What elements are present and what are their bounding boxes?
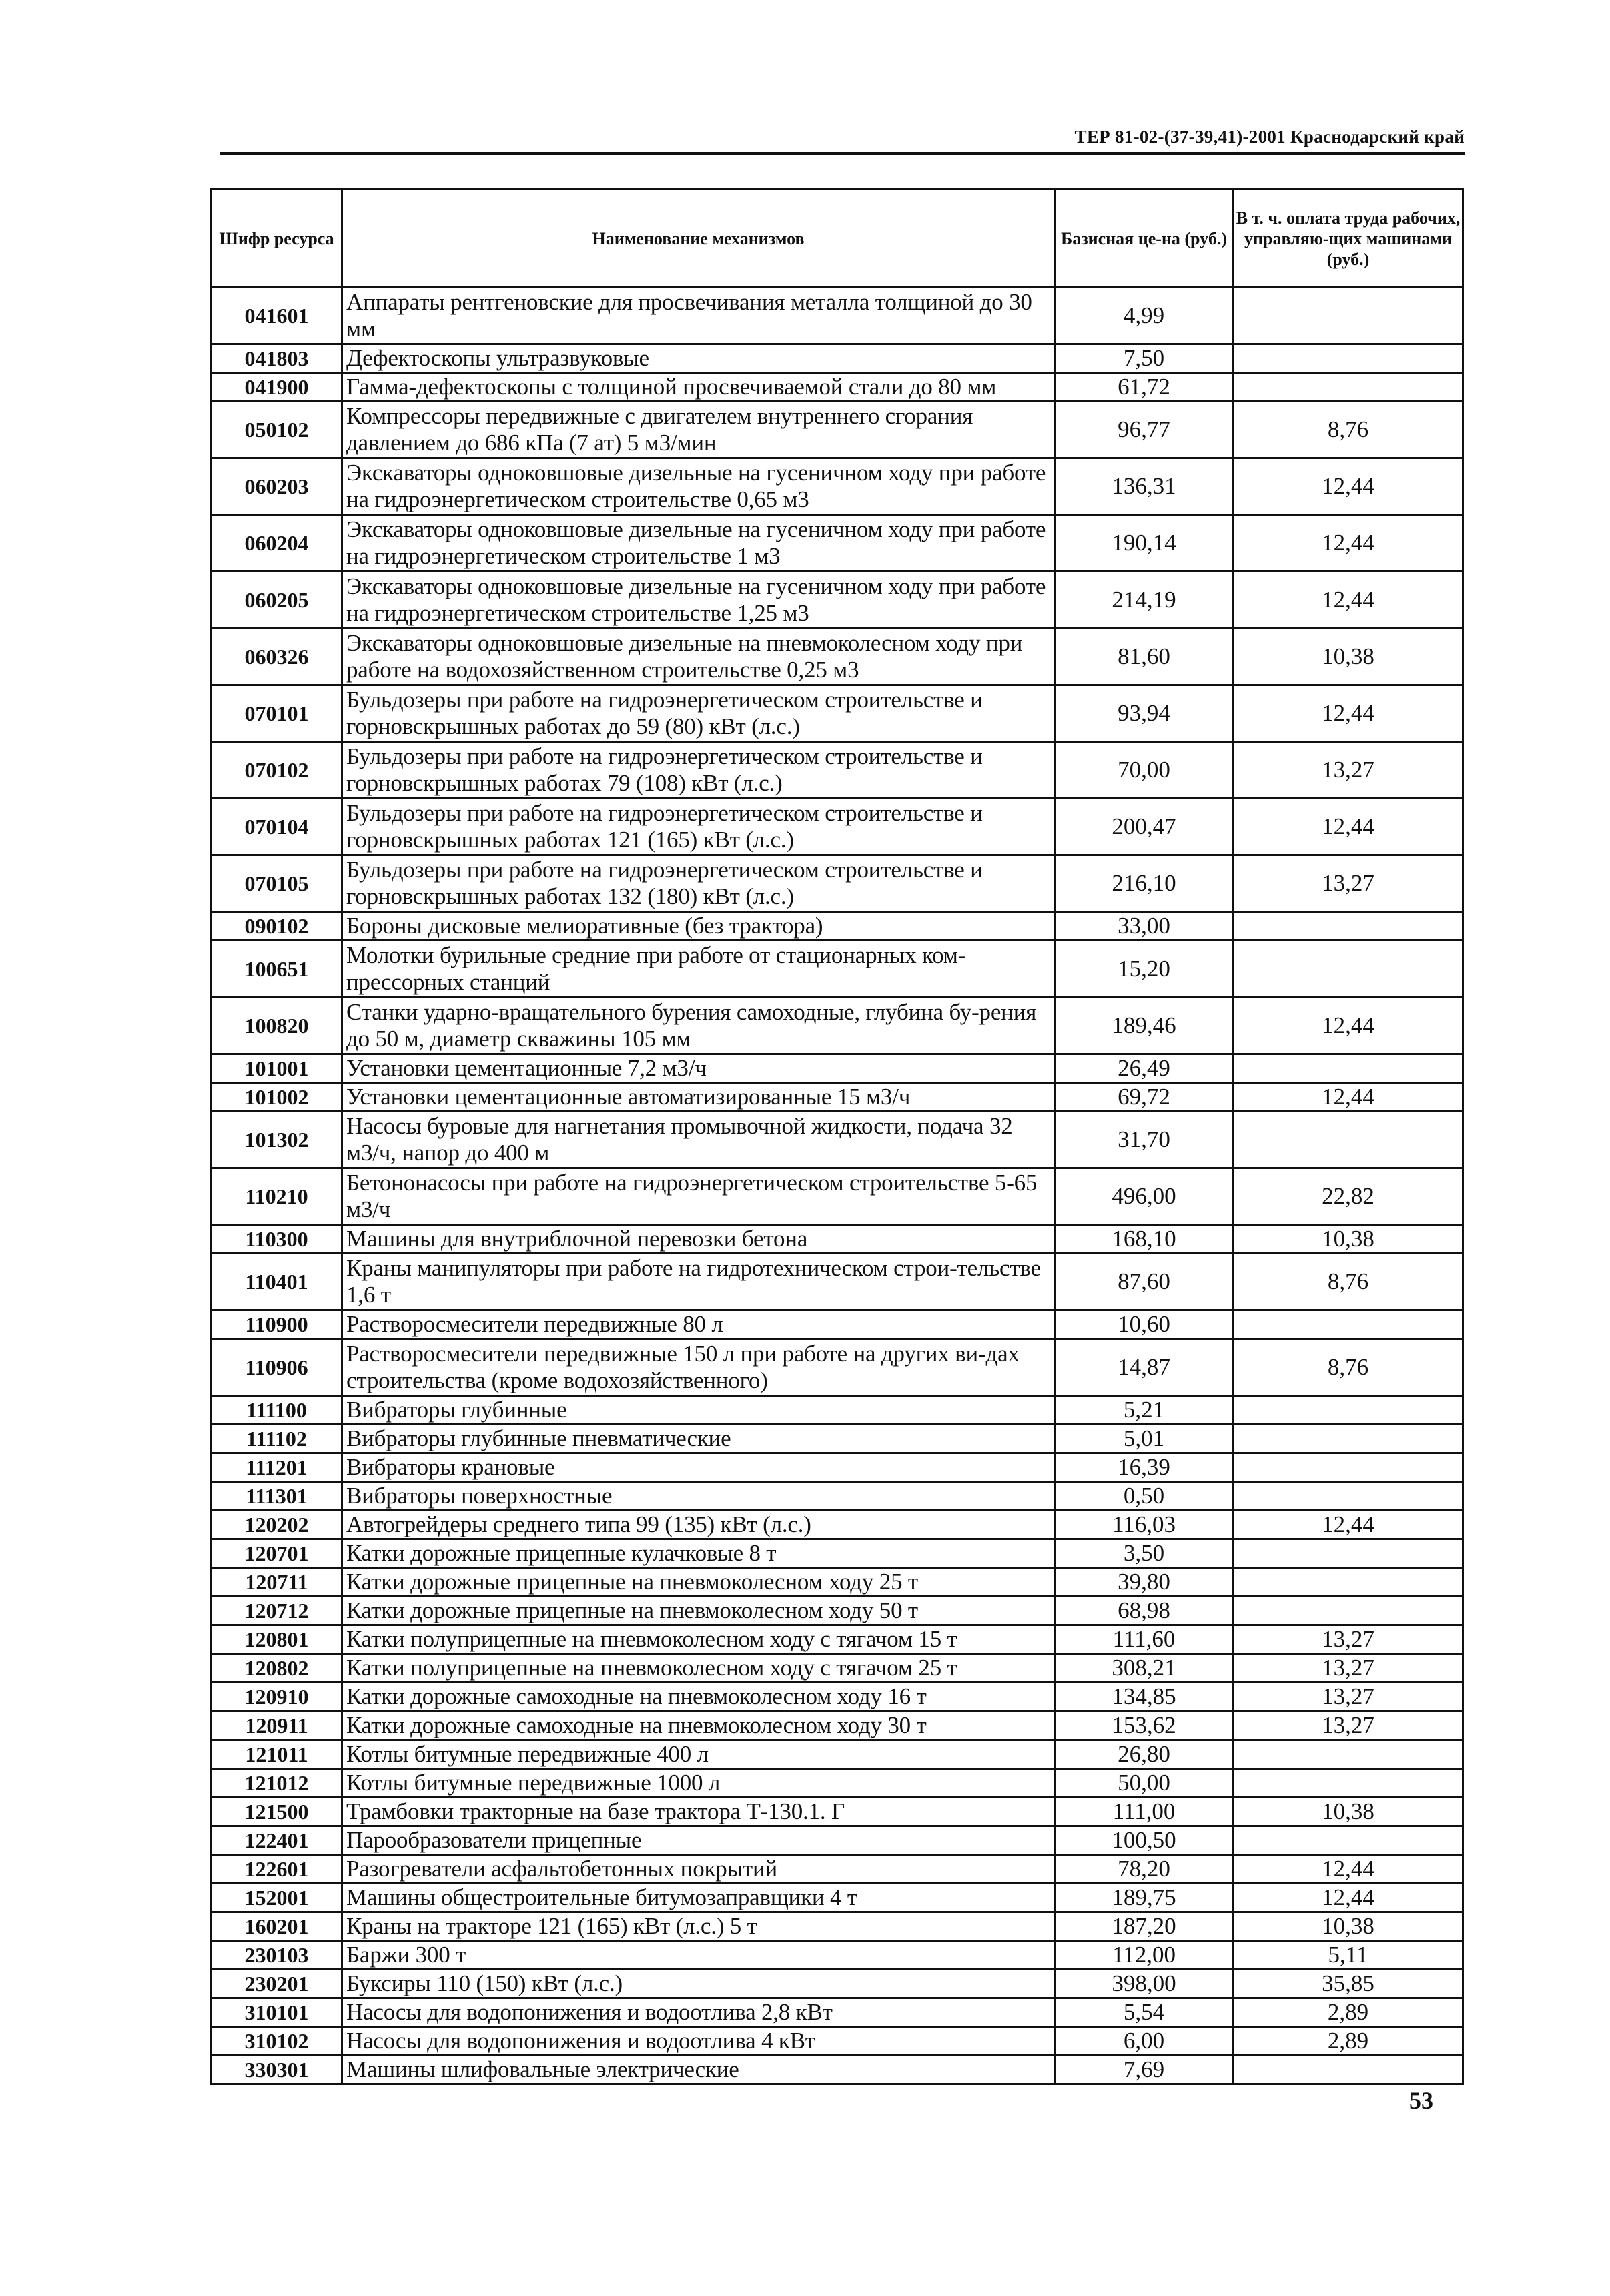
cell-price: 70,00 — [1055, 742, 1234, 799]
cell-labor: 10,38 — [1234, 629, 1463, 685]
cell-labor: 10,38 — [1234, 1912, 1463, 1941]
cell-code: 070101 — [212, 685, 342, 742]
cell-code: 160201 — [212, 1912, 342, 1941]
cell-price: 136,31 — [1055, 458, 1234, 515]
table-row — [212, 2056, 1463, 2084]
cell-labor — [1234, 1453, 1463, 1482]
cell-code: 100651 — [212, 941, 342, 998]
cell-labor — [1234, 344, 1463, 373]
table-row — [212, 1912, 1463, 1941]
cell-name: Гамма-дефектоскопы с толщиной просвечиваемой стали до 80 мм — [342, 373, 1055, 402]
cell-name: Бульдозеры при работе на гидроэнергетическом строительстве и горновскрышных работах до 59 (80) кВт (л.с.) — [342, 685, 1055, 742]
cell-code: 101001 — [212, 1054, 342, 1083]
cell-name: Дефектоскопы ультразвуковые — [342, 344, 1055, 373]
cell-labor — [1234, 373, 1463, 402]
cell-price: 50,00 — [1055, 1769, 1234, 1798]
cell-name: Автогрейдеры среднего типа 99 (135) кВт (л.с.) — [342, 1511, 1055, 1539]
cell-name: Катки дорожные прицепные на пневмоколесном ходу 25 т — [342, 1568, 1055, 1597]
table-row — [212, 1826, 1463, 1855]
cell-labor: 35,85 — [1234, 1970, 1463, 1998]
cell-labor: 12,44 — [1234, 1884, 1463, 1912]
cell-labor: 8,76 — [1234, 1254, 1463, 1310]
cell-name: Компрессоры передвижные с двигателем внутреннего сгорания давлением до 686 кПа (7 ат) 5 м3/мин — [342, 402, 1055, 458]
cell-code: 070105 — [212, 855, 342, 912]
cell-name: Катки дорожные самоходные на пневмоколесном ходу 30 т — [342, 1711, 1055, 1740]
table-row — [212, 998, 1463, 1054]
table-body — [212, 288, 1463, 2084]
cell-code: 070104 — [212, 799, 342, 855]
cell-price: 68,98 — [1055, 1597, 1234, 1625]
table-row — [212, 1711, 1463, 1740]
table-row — [212, 855, 1463, 912]
cell-code: 120911 — [212, 1711, 342, 1740]
cell-price: 6,00 — [1055, 2027, 1234, 2056]
cell-code: 120801 — [212, 1625, 342, 1654]
cell-labor: 13,27 — [1234, 855, 1463, 912]
cell-code: 122601 — [212, 1855, 342, 1884]
table-row — [212, 572, 1463, 629]
cell-price: 189,46 — [1055, 998, 1234, 1054]
cell-price: 134,85 — [1055, 1683, 1234, 1711]
table-row — [212, 1254, 1463, 1310]
table-row — [212, 288, 1463, 344]
cell-code: 230103 — [212, 1941, 342, 1970]
cell-price: 189,75 — [1055, 1884, 1234, 1912]
table-row — [212, 941, 1463, 998]
cell-code: 330301 — [212, 2056, 342, 2084]
table-row — [212, 1339, 1463, 1396]
table-row — [212, 912, 1463, 941]
cell-labor: 2,89 — [1234, 1998, 1463, 2027]
cell-price: 200,47 — [1055, 799, 1234, 855]
cell-code: 120701 — [212, 1539, 342, 1568]
table-row — [212, 1539, 1463, 1568]
cell-labor — [1234, 912, 1463, 941]
cell-name: Растворосмесители передвижные 150 л при работе на других ви-дах строительства (кроме водохозяйственного) — [342, 1339, 1055, 1396]
cell-code: 060203 — [212, 458, 342, 515]
cell-labor: 22,82 — [1234, 1168, 1463, 1225]
cell-name: Растворосмесители передвижные 80 л — [342, 1310, 1055, 1339]
cell-price: 87,60 — [1055, 1254, 1234, 1310]
cell-code: 100820 — [212, 998, 342, 1054]
cell-price: 112,00 — [1055, 1941, 1234, 1970]
cell-name: Катки дорожные прицепные на пневмоколесном ходу 50 т — [342, 1597, 1055, 1625]
cell-price: 0,50 — [1055, 1482, 1234, 1511]
cell-labor: 8,76 — [1234, 402, 1463, 458]
cell-code: 041803 — [212, 344, 342, 373]
table-row — [212, 1597, 1463, 1625]
cell-code: 120711 — [212, 1568, 342, 1597]
table-row — [212, 1998, 1463, 2027]
cell-name: Баржи 300 т — [342, 1941, 1055, 1970]
cell-labor — [1234, 1112, 1463, 1168]
cell-price: 69,72 — [1055, 1083, 1234, 1112]
table-row — [212, 1740, 1463, 1769]
cell-price: 190,14 — [1055, 515, 1234, 572]
cell-name: Экскаваторы одноковшовые дизельные на гусеничном ходу при работе на гидроэнергетическом строительстве 1 м3 — [342, 515, 1055, 572]
cell-name: Бороны дисковые мелиоративные (без трактора) — [342, 912, 1055, 941]
cell-labor — [1234, 1539, 1463, 1568]
cell-price: 214,19 — [1055, 572, 1234, 629]
cell-code: 120202 — [212, 1511, 342, 1539]
cell-code: 110401 — [212, 1254, 342, 1310]
table-row — [212, 1625, 1463, 1654]
cell-labor — [1234, 1597, 1463, 1625]
table-row — [212, 1568, 1463, 1597]
cell-name: Бетононасосы при работе на гидроэнергетическом строительстве 5-65 м3/ч — [342, 1168, 1055, 1225]
cell-labor — [1234, 288, 1463, 344]
cell-price: 116,03 — [1055, 1511, 1234, 1539]
cell-price: 111,00 — [1055, 1798, 1234, 1826]
cell-name: Насосы для водопонижения и водоотлива 4 кВт — [342, 2027, 1055, 2056]
cell-labor: 12,44 — [1234, 1511, 1463, 1539]
table-header-row — [212, 189, 1463, 288]
cell-price: 4,99 — [1055, 288, 1234, 344]
table-row — [212, 1654, 1463, 1683]
cell-labor: 12,44 — [1234, 799, 1463, 855]
cell-labor: 12,44 — [1234, 1083, 1463, 1112]
table-row — [212, 1683, 1463, 1711]
cell-price: 26,80 — [1055, 1740, 1234, 1769]
cell-labor: 13,27 — [1234, 1683, 1463, 1711]
table-row — [212, 799, 1463, 855]
cell-labor — [1234, 1396, 1463, 1425]
table-row — [212, 344, 1463, 373]
cell-price: 5,54 — [1055, 1998, 1234, 2027]
cell-code: 110210 — [212, 1168, 342, 1225]
cell-price: 26,49 — [1055, 1054, 1234, 1083]
cell-price: 61,72 — [1055, 373, 1234, 402]
cell-name: Экскаваторы одноковшовые дизельные на гусеничном ходу при работе на гидроэнергетическом строительстве 0,65 м3 — [342, 458, 1055, 515]
cell-labor: 13,27 — [1234, 1625, 1463, 1654]
cell-labor: 10,38 — [1234, 1798, 1463, 1826]
cell-code: 060205 — [212, 572, 342, 629]
header-price: Базисная це-на (руб.) — [1055, 189, 1234, 288]
cell-name: Вибраторы крановые — [342, 1453, 1055, 1482]
cell-code: 230201 — [212, 1970, 342, 1998]
cell-name: Бульдозеры при работе на гидроэнергетическом строительстве и горновскрышных работах 132 (180) кВт (л.с.) — [342, 855, 1055, 912]
cell-code: 121500 — [212, 1798, 342, 1826]
header-code: Шифр ресурса — [212, 189, 342, 288]
cell-labor — [1234, 1425, 1463, 1453]
cell-code: 041900 — [212, 373, 342, 402]
cell-price: 153,62 — [1055, 1711, 1234, 1740]
table-row — [212, 629, 1463, 685]
cell-price: 398,00 — [1055, 1970, 1234, 1998]
cell-name: Установки цементационные автоматизированные 15 м3/ч — [342, 1083, 1055, 1112]
cell-code: 111102 — [212, 1425, 342, 1453]
table-row — [212, 1769, 1463, 1798]
table-row — [212, 1511, 1463, 1539]
cell-code: 310101 — [212, 1998, 342, 2027]
cell-labor: 8,76 — [1234, 1339, 1463, 1396]
cell-labor — [1234, 1482, 1463, 1511]
table-row — [212, 742, 1463, 799]
cell-labor — [1234, 2056, 1463, 2084]
table-row — [212, 1425, 1463, 1453]
cell-code: 110900 — [212, 1310, 342, 1339]
cell-labor: 12,44 — [1234, 998, 1463, 1054]
cell-price: 39,80 — [1055, 1568, 1234, 1597]
cell-name: Насосы для водопонижения и водоотлива 2,8 кВт — [342, 1998, 1055, 2027]
cell-labor — [1234, 1826, 1463, 1855]
cell-code: 120802 — [212, 1654, 342, 1683]
cell-price: 81,60 — [1055, 629, 1234, 685]
header-rule — [220, 152, 1465, 155]
cell-price: 168,10 — [1055, 1225, 1234, 1254]
cell-labor: 5,11 — [1234, 1941, 1463, 1970]
cell-labor: 10,38 — [1234, 1225, 1463, 1254]
cell-name: Вибраторы глубинные пневматические — [342, 1425, 1055, 1453]
cell-labor — [1234, 1310, 1463, 1339]
header-name: Наименование механизмов — [342, 189, 1055, 288]
cell-name: Бульдозеры при работе на гидроэнергетическом строительстве и горновскрышных работах 79 (108) кВт (л.с.) — [342, 742, 1055, 799]
cell-price: 93,94 — [1055, 685, 1234, 742]
table-row — [212, 1054, 1463, 1083]
cell-name: Молотки бурильные средние при работе от стационарных ком-прессорных станций — [342, 941, 1055, 998]
table-row — [212, 1396, 1463, 1425]
cell-name: Вибраторы поверхностные — [342, 1482, 1055, 1511]
cell-code: 101002 — [212, 1083, 342, 1112]
cell-name: Бульдозеры при работе на гидроэнергетическом строительстве и горновскрышных работах 121 (165) кВт (л.с.) — [342, 799, 1055, 855]
cell-code: 121011 — [212, 1740, 342, 1769]
cell-price: 5,21 — [1055, 1396, 1234, 1425]
cell-code: 101302 — [212, 1112, 342, 1168]
cell-price: 5,01 — [1055, 1425, 1234, 1453]
cell-code: 110906 — [212, 1339, 342, 1396]
table-row — [212, 1310, 1463, 1339]
cell-code: 111301 — [212, 1482, 342, 1511]
cell-name: Машины для внутриблочной перевозки бетона — [342, 1225, 1055, 1254]
cell-name: Экскаваторы одноковшовые дизельные на гусеничном ходу при работе на гидроэнергетическом строительстве 1,25 м3 — [342, 572, 1055, 629]
cell-code: 152001 — [212, 1884, 342, 1912]
cell-price: 3,50 — [1055, 1539, 1234, 1568]
cell-code: 121012 — [212, 1769, 342, 1798]
cell-labor: 2,89 — [1234, 2027, 1463, 2056]
cell-price: 16,39 — [1055, 1453, 1234, 1482]
cell-code: 050102 — [212, 402, 342, 458]
cell-code: 060326 — [212, 629, 342, 685]
table-row — [212, 1941, 1463, 1970]
cell-price: 7,69 — [1055, 2056, 1234, 2084]
cell-labor: 13,27 — [1234, 742, 1463, 799]
cell-price: 10,60 — [1055, 1310, 1234, 1339]
cell-name: Котлы битумные передвижные 400 л — [342, 1740, 1055, 1769]
cell-name: Насосы буровые для нагнетания промывочной жидкости, подача 32 м3/ч, напор до 400 м — [342, 1112, 1055, 1168]
cell-code: 122401 — [212, 1826, 342, 1855]
cell-labor: 12,44 — [1234, 1855, 1463, 1884]
cell-price: 216,10 — [1055, 855, 1234, 912]
cell-name: Катки полуприцепные на пневмоколесном ходу с тягачом 15 т — [342, 1625, 1055, 1654]
cell-name: Установки цементационные 7,2 м3/ч — [342, 1054, 1055, 1083]
cell-price: 31,70 — [1055, 1112, 1234, 1168]
cell-price: 14,87 — [1055, 1339, 1234, 1396]
table-row — [212, 1884, 1463, 1912]
cell-code: 310102 — [212, 2027, 342, 2056]
cell-price: 33,00 — [1055, 912, 1234, 941]
cell-name: Машины шлифовальные электрические — [342, 2056, 1055, 2084]
cell-name: Трамбовки тракторные на базе трактора Т-130.1. Г — [342, 1798, 1055, 1826]
table-row — [212, 1083, 1463, 1112]
cell-name: Вибраторы глубинные — [342, 1396, 1055, 1425]
cell-code: 041601 — [212, 288, 342, 344]
cell-price: 15,20 — [1055, 941, 1234, 998]
cell-labor — [1234, 1568, 1463, 1597]
header-labor: В т. ч. оплата труда рабочих, управляю-щих машинами (руб.) — [1234, 189, 1463, 288]
table-row — [212, 1168, 1463, 1225]
cell-name: Разогреватели асфальтобетонных покрытий — [342, 1855, 1055, 1884]
cell-name: Аппараты рентгеновские для просвечивания металла толщиной до 30 мм — [342, 288, 1055, 344]
cell-price: 187,20 — [1055, 1912, 1234, 1941]
cell-price: 496,00 — [1055, 1168, 1234, 1225]
cell-name: Катки полуприцепные на пневмоколесном ходу с тягачом 25 т — [342, 1654, 1055, 1683]
cell-name: Буксиры 110 (150) кВт (л.с.) — [342, 1970, 1055, 1998]
table-row — [212, 2027, 1463, 2056]
cell-name: Краны на тракторе 121 (165) кВт (л.с.) 5 т — [342, 1912, 1055, 1941]
table-row — [212, 1970, 1463, 1998]
cell-name: Катки дорожные прицепные кулачковые 8 т — [342, 1539, 1055, 1568]
cell-code: 111100 — [212, 1396, 342, 1425]
table-row — [212, 1112, 1463, 1168]
cell-price: 78,20 — [1055, 1855, 1234, 1884]
table-row — [212, 1855, 1463, 1884]
cell-labor: 13,27 — [1234, 1711, 1463, 1740]
resource-table — [210, 188, 1464, 2085]
cell-name: Котлы битумные передвижные 1000 л — [342, 1769, 1055, 1798]
cell-labor: 12,44 — [1234, 458, 1463, 515]
cell-labor — [1234, 941, 1463, 998]
table-row — [212, 1482, 1463, 1511]
table-row — [212, 685, 1463, 742]
table-row — [212, 458, 1463, 515]
cell-labor: 12,44 — [1234, 685, 1463, 742]
cell-labor: 13,27 — [1234, 1654, 1463, 1683]
cell-labor — [1234, 1769, 1463, 1798]
table-row — [212, 1453, 1463, 1482]
cell-name: Парообразователи прицепные — [342, 1826, 1055, 1855]
document-header: ТЕР 81-02-(37-39,41)-2001 Краснодарский край — [1074, 127, 1465, 147]
cell-labor — [1234, 1740, 1463, 1769]
cell-name: Экскаваторы одноковшовые дизельные на пневмоколесном ходу при работе на водохозяйственном строительстве 0,25 м3 — [342, 629, 1055, 685]
cell-code: 120712 — [212, 1597, 342, 1625]
cell-code: 111201 — [212, 1453, 342, 1482]
table-row — [212, 1798, 1463, 1826]
cell-price: 111,60 — [1055, 1625, 1234, 1654]
cell-name: Катки дорожные самоходные на пневмоколесном ходу 16 т — [342, 1683, 1055, 1711]
cell-price: 100,50 — [1055, 1826, 1234, 1855]
table-row — [212, 1225, 1463, 1254]
cell-labor: 12,44 — [1234, 515, 1463, 572]
cell-code: 060204 — [212, 515, 342, 572]
table-row — [212, 515, 1463, 572]
cell-price: 96,77 — [1055, 402, 1234, 458]
cell-code: 090102 — [212, 912, 342, 941]
table-row — [212, 373, 1463, 402]
cell-code: 110300 — [212, 1225, 342, 1254]
cell-name: Станки ударно-вращательного бурения самоходные, глубина бу-рения до 50 м, диаметр скважины 105 мм — [342, 998, 1055, 1054]
cell-code: 120910 — [212, 1683, 342, 1711]
cell-price: 308,21 — [1055, 1654, 1234, 1683]
table-row — [212, 402, 1463, 458]
cell-labor — [1234, 1054, 1463, 1083]
cell-labor: 12,44 — [1234, 572, 1463, 629]
cell-price: 7,50 — [1055, 344, 1234, 373]
page-number: 53 — [1409, 2087, 1433, 2114]
cell-name: Краны манипуляторы при работе на гидротехническом строи-тельстве 1,6 т — [342, 1254, 1055, 1310]
cell-name: Машины общестроительные битумозаправщики 4 т — [342, 1884, 1055, 1912]
cell-code: 070102 — [212, 742, 342, 799]
